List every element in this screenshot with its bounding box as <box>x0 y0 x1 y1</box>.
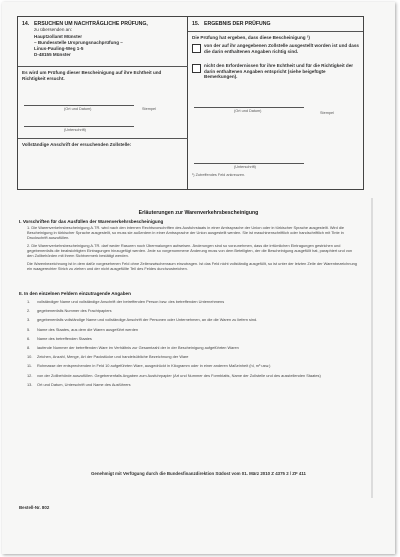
box-14-subtitle: zu übersenden an: <box>34 27 73 32</box>
list-item: 2. gegebenenfalls Nummer des Frachtpapiers <box>27 308 112 314</box>
approval-footer: Genehmigt mit Verfügung durch die Bundesfinanzdirektion Südost vom 01. März 2010 Z 4375 2 / ZF 411 <box>91 471 306 476</box>
verification-boxes <box>17 16 364 190</box>
section-1-heading: I. Vorschriften für das Ausfüllen der Warenverkehrsbescheinigung <box>19 219 164 224</box>
box-15-divider <box>188 31 363 32</box>
place-date-line <box>24 105 134 106</box>
box-14-title: ERSUCHEN UM NACHTRÄGLICHE PRÜFUNG, <box>34 21 148 27</box>
list-item: 11. Rohmasse der entsprechenden in Feld 10 aufgeführten Ware, ausgedrückt in Kilogramm oder in einer anderen Maßeinheit (hl, m³ usw.) <box>27 363 271 369</box>
box-15-number: 15. <box>192 21 200 27</box>
list-item: 13. Ort und Datum, Unterschrift und Name des Ausführers <box>27 381 131 387</box>
footnote: ¹) Zutreffendes Feld ankreuzen. <box>192 173 246 177</box>
result-intro: Die Prüfung hat ergeben, dass diese Bescheinigung ¹) <box>192 35 310 40</box>
option-genuine-text: von der auf ihr angegebenen Zollstelle ausgestellt worden ist und dass die darin enthaltenen Angaben richtig sind. <box>204 43 359 54</box>
box-15-title: ERGEBNIS DER PRÜFUNG <box>204 21 271 27</box>
rule-2-text: 2. Die Warenverkehrsbescheinigung A.TR. darf weder Rasuren noch Übermalungen aufweisen. Änderungen sind so vorzunehmen, dass die irrtümlichen Eintragungen gestrichen und gegebenenfalls die beabsichtigten Eintragungen hinzugefügt werden. Jede so vorgenommene Änderung muss von dem Beteiligten, der die Bescheinigung ausgefüllt hat, paraphiert und von den Zollbehörden mit ihrem Sichtvermerk bestätigt werden. <box>27 243 353 258</box>
place-date-label: (Ort und Datum) <box>64 107 92 111</box>
rule-2-description-text: Die Warenbezeichnung ist in dem dafür vorgesehenen Feld ohne Zeilenzwischenraum einzutragen. Ist das Feld nicht vollständig ausgefüllt, so ist unter der letzten Zeile der Warenbezeichnung ein waagerechter Strich zu ziehen und der nicht ausgefüllte Teil des Feldes durchzustreichen. <box>27 261 357 271</box>
option-not-genuine-checkbox[interactable] <box>192 64 201 73</box>
result-place-date-line <box>194 107 304 108</box>
address-line-4: D-48155 Münster <box>34 52 71 57</box>
box-14-divider <box>18 66 188 67</box>
instructions-section-1 <box>19 219 359 274</box>
list-item: 8. laufende Nummer der betreffenden Ware im Verhältnis zur Gesamtzahl der in der Bescheinigung aufgeführten Waren <box>27 345 239 351</box>
margin-stripe <box>371 198 373 498</box>
instructions-section-2 <box>19 291 359 389</box>
result-place-date-label: (Ort und Datum) <box>234 109 262 113</box>
result-signature-line <box>194 163 304 164</box>
option-genuine-checkbox[interactable] <box>192 44 201 53</box>
list-item: 12. von der Zollbehörde auszufüllen. Gegebenenfalls Angaben zum Ausfuhrpapier (Art und Nummer des Formblatts, Name der Zollstelle und des ausstellenden Staates) <box>27 372 321 378</box>
stamp-label: Stempel <box>142 107 156 111</box>
field-instructions-list <box>19 297 359 389</box>
requesting-office-address-label: Vollständige Anschrift der ersuchenden Zollstelle: <box>22 142 132 147</box>
box-14 <box>18 17 188 189</box>
form-sheet <box>2 2 395 554</box>
section-2-heading: II. In den einzelnen Feldern einzutragende Angaben <box>19 291 131 296</box>
request-text: Es wird um Prüfung dieser Bescheinigung auf ihre Echtheit und Richtigkeit ersucht. <box>22 70 162 81</box>
signature-line <box>24 126 134 127</box>
address-line-1: Hauptzollamt Münster <box>34 34 82 39</box>
address-line-2: – Bundesstelle Ursprungsnachprüfung – <box>34 40 123 45</box>
list-item: 1. vollständiger Name und vollständige Anschrift der betreffenden Person bzw. des betreffenden Unternehmens <box>27 299 225 304</box>
list-item: 3. gegebenenfalls vollständige Name und vollständige Anschrift der Personen oder Unternehmen, an die die Waren zu liefern sind. <box>27 317 258 323</box>
list-item: 5. Name des Staates, aus dem die Waren ausgeführt werden <box>27 326 139 332</box>
explanations-title: Erläuterungen zur Warenverkehrsbescheinigung <box>138 210 259 216</box>
list-item: 6. Name des betreffenden Staates <box>27 335 92 341</box>
signature-label: (Unterschrift) <box>64 128 86 132</box>
list-item: 10. Zeichen, Anzahl, Menge, Art der Packstücke und handelsübliche Bezeichnung der Ware <box>27 354 189 360</box>
address-line-3: Linus-Pauling-Weg 1-5 <box>34 46 84 51</box>
box-14-divider-2 <box>18 138 188 139</box>
result-signature-label: (Unterschrift) <box>234 165 256 169</box>
box-15 <box>188 17 363 189</box>
result-stamp-label: Stempel <box>320 111 334 115</box>
rule-1-text: 1. Die Warenverkehrsbescheinigung A.TR. wird nach den internen Rechtsvorschriften des Ausfuhrstaats in einer Amtssprache der Union oder in türkischer Sprache ausgestellt. Wird die Bescheinigung in türkischer Sprache ausgestellt, so muss sie außerdem in einer Amtssprache der Union ausgestellt werden. Sie ist maschinenschriftlich oder handschriftlich mit Tinte in Druckschrift auszufüllen. <box>27 225 345 240</box>
box-14-number: 14. <box>22 21 30 27</box>
option-not-genuine-text: nicht den Erfordernissen für ihre Echtheit und für die Richtigkeit der darin enthaltenen Angaben entspricht (siehe beigefügte Bemerkungen). <box>204 63 354 80</box>
order-number: Bestell-Nr. 802 <box>19 505 50 510</box>
